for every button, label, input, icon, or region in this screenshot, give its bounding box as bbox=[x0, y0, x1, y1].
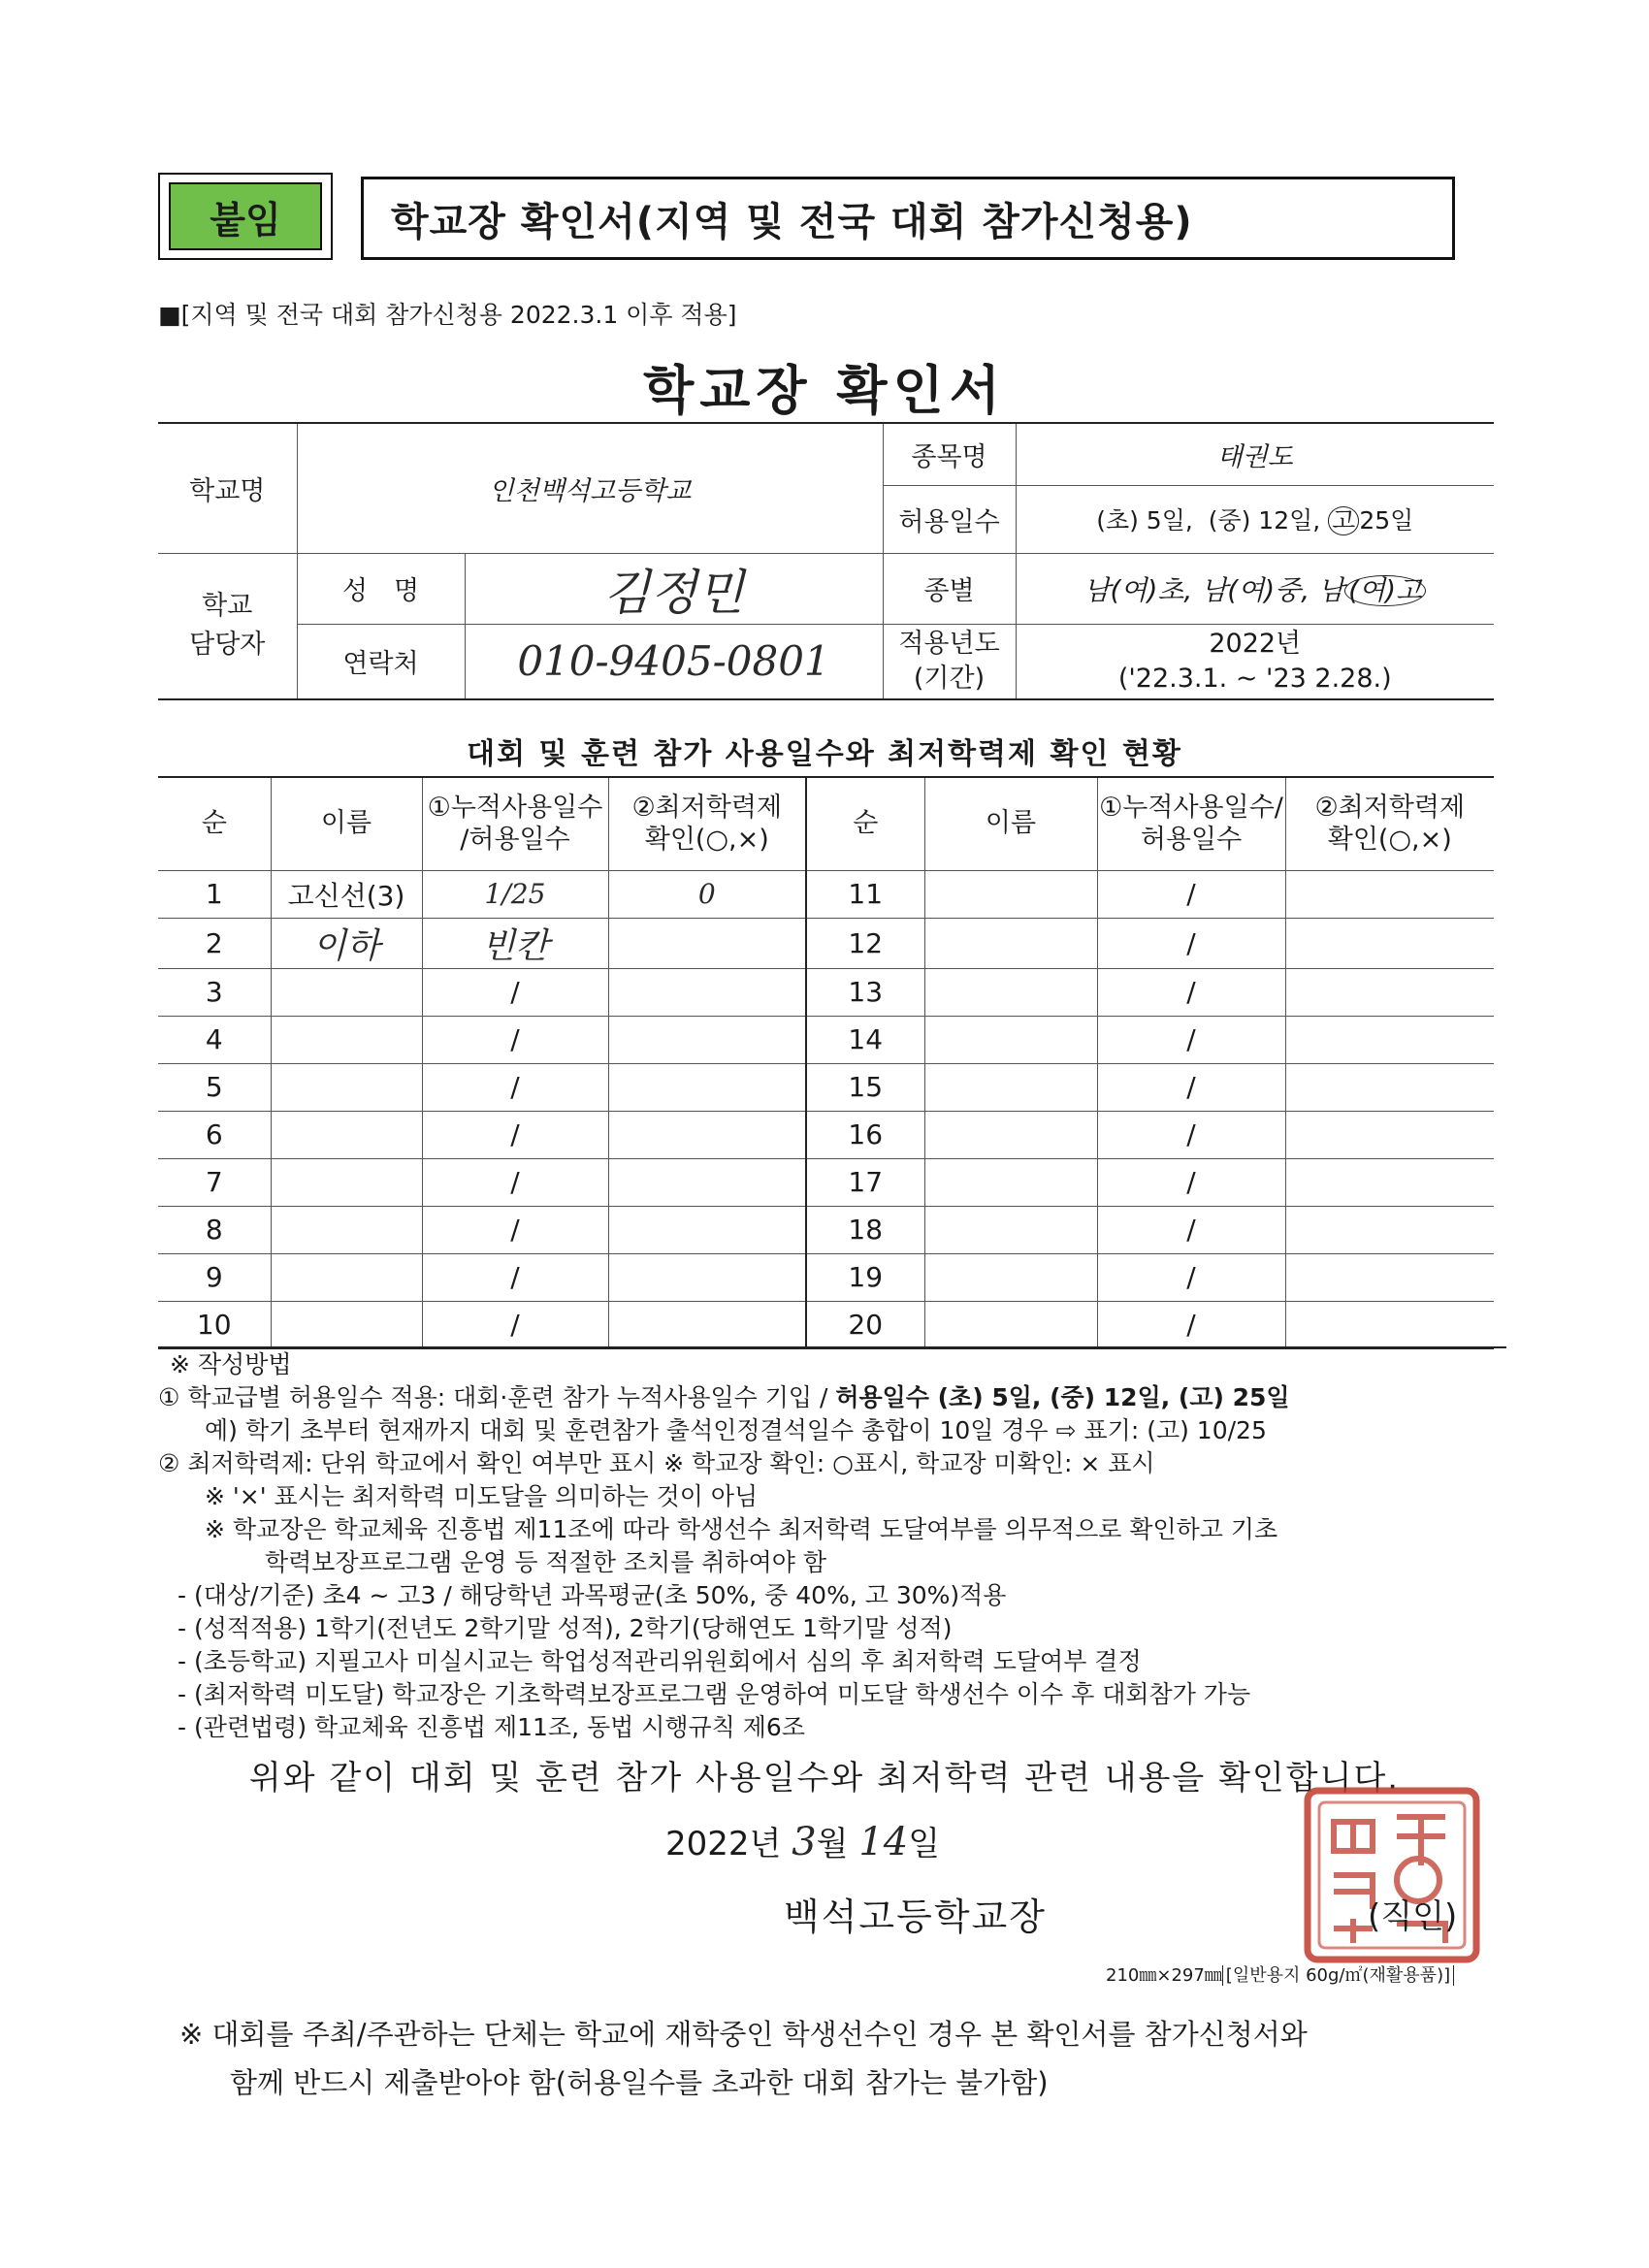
instructions bbox=[158, 1341, 1506, 1744]
row-name: 이하 bbox=[271, 918, 422, 968]
allowed-days-value: (초) 5일, (중) 12일, 고 25일 bbox=[1016, 485, 1494, 553]
row-name bbox=[271, 1253, 422, 1301]
table-row bbox=[158, 870, 1494, 918]
row-used-days: / bbox=[1097, 1253, 1285, 1301]
row-used-days: / bbox=[422, 1111, 608, 1158]
detail-4: - (최저학력 미도달) 학교장은 기초학력보장프로그램 운영하여 미도달 학생선수 이수 후 대회참가 가능 bbox=[178, 1680, 1251, 1708]
instructions-heading: ※ 작성방법 bbox=[158, 1346, 1506, 1381]
contact-label: 연락처 bbox=[297, 624, 465, 699]
high-school-circle-mark: 고 bbox=[1328, 506, 1359, 535]
school-info-table bbox=[158, 422, 1494, 700]
confirmation-text: 위와 같이 대회 및 훈련 참가 사용일수와 최저학력 관련 내용을 확인합니다. bbox=[248, 1759, 1401, 1798]
footer-line-1: ※ 대회를 주최/주관하는 단체는 학교에 재학중인 학생선수인 경우 본 확인서를 참가신청서와 bbox=[179, 2018, 1308, 2051]
row-check bbox=[608, 1111, 806, 1158]
row-check bbox=[1285, 1158, 1494, 1206]
allowed-days-label: 허용일수 bbox=[883, 485, 1016, 553]
row-check bbox=[1285, 1111, 1494, 1158]
date-month: 3 bbox=[792, 1820, 817, 1864]
participation-status-table bbox=[158, 776, 1494, 1349]
row-name bbox=[271, 1206, 422, 1253]
female-high-circle-mark: (여)고 bbox=[1344, 575, 1426, 607]
document-title: 학교장 확인서 bbox=[643, 360, 1006, 421]
row-used-days: / bbox=[422, 1253, 608, 1301]
row-name bbox=[924, 1253, 1097, 1301]
row-check bbox=[608, 1063, 806, 1111]
row-no: 10 bbox=[158, 1301, 271, 1348]
table-row bbox=[158, 1158, 1494, 1206]
row-check bbox=[1285, 1206, 1494, 1253]
principal-title: 백석고등학교장 bbox=[784, 1895, 1047, 1938]
row-used-days: / bbox=[1097, 1206, 1285, 1253]
row-check: 0 bbox=[608, 870, 806, 918]
row-no: 2 bbox=[158, 918, 271, 968]
row-check bbox=[608, 1158, 806, 1206]
footer-note bbox=[179, 2010, 1479, 2107]
row-name bbox=[924, 1016, 1097, 1063]
row-used-days: / bbox=[422, 1063, 608, 1111]
row-name bbox=[271, 1158, 422, 1206]
footer-line-2: 함께 반드시 제출받아야 함(허용일수를 초과한 대회 참가는 불가함) bbox=[230, 2066, 1049, 2099]
row-name bbox=[924, 870, 1097, 918]
row-no: 9 bbox=[158, 1253, 271, 1301]
row-name bbox=[271, 1063, 422, 1111]
header-used-days-right: ①누적사용일수/ 허용일수 bbox=[1097, 777, 1285, 870]
row-used-days: / bbox=[422, 1206, 608, 1253]
header-no-left: 순 bbox=[158, 777, 271, 870]
row-name bbox=[271, 1016, 422, 1063]
row-no: 15 bbox=[806, 1063, 924, 1111]
paper-size-note: 210㎜×297㎜ [일반용지 60g/㎡(재활용품)] bbox=[1106, 1961, 1454, 1987]
row-check bbox=[1285, 968, 1494, 1016]
row-used-days: / bbox=[1097, 968, 1285, 1016]
school-label: 학교명 bbox=[158, 423, 297, 553]
row-name bbox=[271, 968, 422, 1016]
instruction-2: ② 최저학력제: 단위 학교에서 확인 여부만 표시 ※ 학교장 확인: ○표시, 학교장 미확인: × 표시 bbox=[158, 1449, 1155, 1477]
name-label: 성 명 bbox=[297, 553, 465, 624]
row-name bbox=[924, 1206, 1097, 1253]
row-check bbox=[1285, 1063, 1494, 1111]
table-row bbox=[158, 1206, 1494, 1253]
row-no: 6 bbox=[158, 1111, 271, 1158]
instruction-4-cont: 학력보장프로그램 운영 등 적절한 조치를 취하여야 함 bbox=[265, 1548, 826, 1576]
table-row bbox=[158, 1016, 1494, 1063]
table-row bbox=[158, 1253, 1494, 1301]
detail-1: - (대상/기준) 초4 ~ 고3 / 해당학년 과목평균(초 50%, 중 40%, 고 30%)적용 bbox=[178, 1581, 1007, 1609]
confirmation-date: 2022년 3월 14일 bbox=[665, 1820, 941, 1864]
table-row bbox=[158, 968, 1494, 1016]
detail-3: - (초등학교) 지필고사 미실시교는 학업성적관리위원회에서 심의 후 최저학력 도달여부 결정 bbox=[178, 1647, 1142, 1675]
row-no: 8 bbox=[158, 1206, 271, 1253]
row-name bbox=[924, 1111, 1097, 1158]
header-check-right: ②최저학력제 확인(○,×) bbox=[1285, 777, 1494, 870]
row-name bbox=[924, 918, 1097, 968]
row-check bbox=[1285, 918, 1494, 968]
instruction-1-example: 예) 학기 초부터 현재까지 대회 및 훈련참가 출석인정결석일수 총합이 10일 경우 ⇨ 표기: (고) 10/25 bbox=[205, 1416, 1267, 1444]
row-used-days: 빈칸 bbox=[422, 918, 608, 968]
row-used-days: / bbox=[1097, 918, 1285, 968]
school-value: 인천백석고등학교 bbox=[297, 423, 883, 553]
row-no: 11 bbox=[806, 870, 924, 918]
header-name-right: 이름 bbox=[924, 777, 1097, 870]
row-no: 12 bbox=[806, 918, 924, 968]
row-no: 20 bbox=[806, 1301, 924, 1348]
row-name bbox=[924, 968, 1097, 1016]
row-used-days: 1/25 bbox=[422, 870, 608, 918]
row-no: 13 bbox=[806, 968, 924, 1016]
row-no: 3 bbox=[158, 968, 271, 1016]
row-used-days: / bbox=[1097, 1111, 1285, 1158]
row-check bbox=[608, 1253, 806, 1301]
row-check bbox=[1285, 870, 1494, 918]
header-used-days-left: ①누적사용일수 /허용일수 bbox=[422, 777, 608, 870]
row-no: 18 bbox=[806, 1206, 924, 1253]
seal-label: (직인) bbox=[1368, 1897, 1458, 1936]
row-check bbox=[608, 968, 806, 1016]
row-name bbox=[924, 1063, 1097, 1111]
official-seal-icon bbox=[1300, 1783, 1484, 1967]
manager-label: 학교 담당자 bbox=[158, 553, 297, 699]
sport-label: 종목명 bbox=[883, 423, 1016, 485]
instruction-4: ※ 학교장은 학교체육 진흥법 제11조에 따라 학생선수 최저학력 도달여부를 의무적으로 확인하고 기초 bbox=[205, 1515, 1278, 1543]
row-check bbox=[1285, 1253, 1494, 1301]
name-value: 김정민 bbox=[465, 553, 883, 624]
detail-2: - (성적적용) 1학기(전년도 2학기말 성적), 2학기(당해연도 1학기말 성적) bbox=[178, 1614, 953, 1642]
detail-5: - (관련법령) 학교체육 진흥법 제11조, 동법 시행규칙 제6조 bbox=[178, 1713, 805, 1741]
row-check bbox=[608, 1016, 806, 1063]
row-used-days: / bbox=[422, 1301, 608, 1348]
row-no: 1 bbox=[158, 870, 271, 918]
row-used-days: / bbox=[1097, 1158, 1285, 1206]
row-check bbox=[1285, 1016, 1494, 1063]
row-name: 고신선(3) bbox=[271, 870, 422, 918]
attachment-tag-label: 붙임 bbox=[169, 182, 322, 250]
row-check bbox=[608, 918, 806, 968]
gender-label: 종별 bbox=[883, 553, 1016, 624]
row-no: 16 bbox=[806, 1111, 924, 1158]
row-check bbox=[608, 1206, 806, 1253]
status-section-title: 대회 및 훈련 참가 사용일수와 최저학력제 확인 현황 bbox=[467, 737, 1182, 771]
header-no-right: 순 bbox=[806, 777, 924, 870]
row-name bbox=[924, 1158, 1097, 1206]
table-row bbox=[158, 1111, 1494, 1158]
row-used-days: / bbox=[1097, 1063, 1285, 1111]
contact-value: 010-9405-0801 bbox=[465, 624, 883, 699]
row-no: 14 bbox=[806, 1016, 924, 1063]
row-name bbox=[271, 1111, 422, 1158]
row-no: 7 bbox=[158, 1158, 271, 1206]
form-header-title: 학교장 확인서(지역 및 전국 대회 참가신청용) bbox=[361, 177, 1455, 260]
date-day: 14 bbox=[858, 1820, 909, 1864]
header-check-left: ②최저학력제 확인(○,×) bbox=[608, 777, 806, 870]
year-label: 적용년도 (기간) bbox=[883, 624, 1016, 699]
table-row bbox=[158, 1063, 1494, 1111]
instruction-3: ※ '×' 표시는 최저학력 미도달을 의미하는 것이 아님 bbox=[205, 1482, 759, 1510]
row-no: 19 bbox=[806, 1253, 924, 1301]
sport-value: 태권도 bbox=[1016, 423, 1494, 485]
row-no: 5 bbox=[158, 1063, 271, 1111]
attachment-tag bbox=[158, 173, 333, 260]
instruction-1: ① 학교급별 허용일수 적용: 대회·훈련 참가 누적사용일수 기입 / 허용일수 (초) 5일, (중) 12일, (고) 25일 bbox=[158, 1383, 1290, 1411]
table-row bbox=[158, 918, 1494, 968]
row-used-days: / bbox=[422, 1158, 608, 1206]
row-used-days: / bbox=[422, 968, 608, 1016]
row-used-days: / bbox=[1097, 870, 1285, 918]
header-name-left: 이름 bbox=[271, 777, 422, 870]
row-used-days: / bbox=[1097, 1016, 1285, 1063]
year-value: 2022년 ('22.3.1. ~ '23 2.28.) bbox=[1016, 624, 1494, 699]
row-no: 17 bbox=[806, 1158, 924, 1206]
row-used-days: / bbox=[1097, 1301, 1285, 1348]
row-no: 4 bbox=[158, 1016, 271, 1063]
form-subheading: ■[지역 및 전국 대회 참가신청용 2022.3.1 이후 적용] bbox=[158, 301, 737, 329]
row-used-days: / bbox=[422, 1016, 608, 1063]
gender-value: 남(여)초, 남(여)중, 남 (여)고 bbox=[1016, 553, 1494, 624]
